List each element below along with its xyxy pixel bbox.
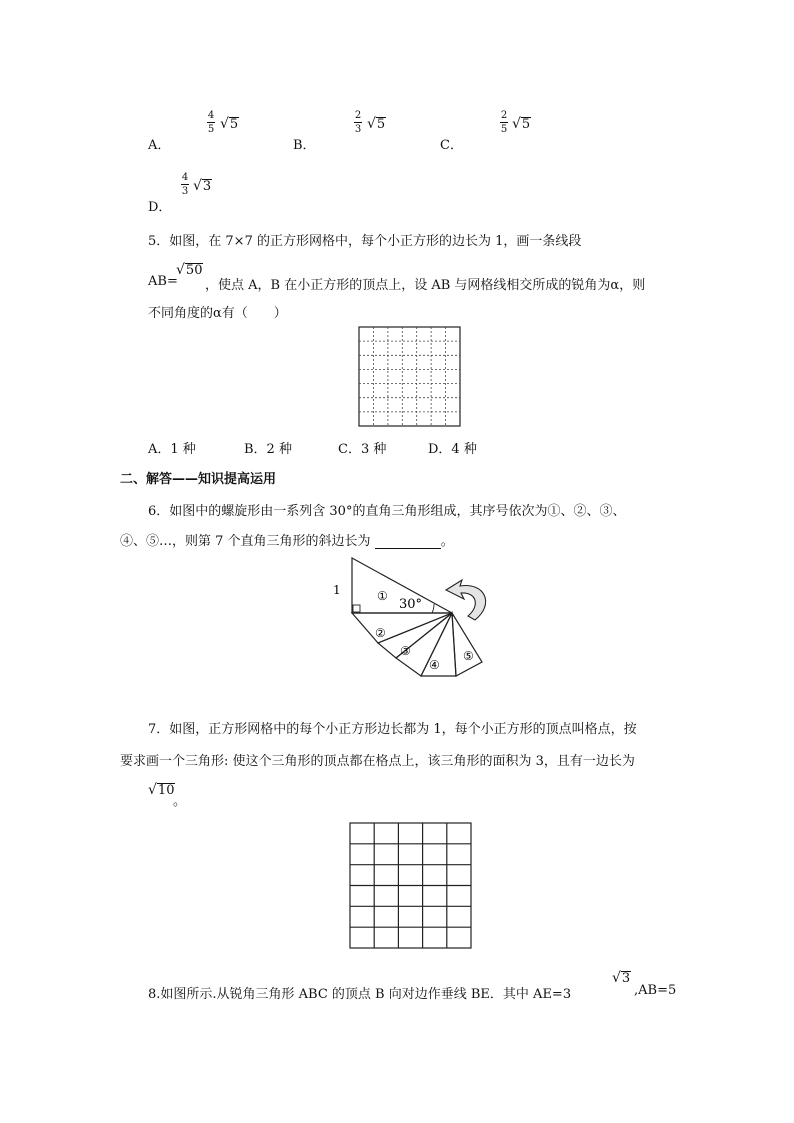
q4-option-b-label: B． — [293, 138, 316, 153]
q7-text-line1: 7．如图，正方形网格中的每个小正方形边长都为 1，每个小正方形的顶点叫格点，按 — [148, 722, 637, 737]
q6-text-line2: ④、⑤…，则第 7 个直角三角形的斜边长为 。 — [120, 534, 454, 549]
q5-dotted-grid-figure — [358, 326, 462, 428]
q6-text-line1: 6．如图中的螺旋形由一系列含 30°的直角三角形组成，其序号依次为①、②、③、 — [148, 504, 626, 519]
q4-option-c-sqrt: √5 — [512, 116, 531, 132]
q5-option-d: D．4 种 — [428, 442, 477, 457]
q5-text-line3: 不同角度的α有（ ） — [148, 306, 287, 321]
q7-text-end: 。 — [173, 794, 187, 809]
q5-ab-prefix: AB= — [148, 274, 178, 289]
q6-fig-label-2: ② — [375, 626, 386, 640]
q4-option-c-label: C． — [440, 138, 463, 153]
q4-option-d-label: D． — [148, 200, 172, 215]
section-2-title: 二、解答——知识提高运用 — [120, 472, 277, 487]
q6-fig-label-3: ③ — [400, 644, 411, 658]
q4-option-a-fraction: 4 5 — [207, 110, 215, 135]
q6-fig-label-1: ① — [377, 589, 388, 603]
q4-option-d-fraction: 4 3 — [181, 172, 189, 197]
q6-spiral-triangles-figure — [330, 556, 495, 682]
q4-option-a-sqrt: √5 — [220, 116, 239, 132]
q8-text: 8.如图所示.从锐角三角形 ABC 的顶点 B 向对边作垂线 BE．其中 AE=3 — [148, 987, 572, 1002]
q6-fig-label-4: ④ — [429, 658, 440, 672]
q5-option-c: C．3 种 — [338, 442, 387, 457]
q4-option-b-sqrt: √5 — [367, 116, 386, 132]
q7-sqrt: √10 — [148, 782, 175, 798]
q5-option-a: A．1 种 — [148, 442, 196, 457]
q4-option-c-fraction: 2 5 — [500, 110, 508, 135]
q7-solid-grid-figure — [349, 822, 473, 949]
q5-option-b: B．2 种 — [244, 442, 292, 457]
q6-fig-side-label: 1 — [333, 583, 341, 597]
q6-fig-label-5: ⑤ — [463, 649, 474, 663]
q8-tail: ,AB=5 — [634, 983, 677, 998]
q4-option-d-sqrt: √3 — [193, 178, 212, 194]
q5-text-line1: 5．如图，在 7×7 的正方形网格中，每个小正方形的边长为 1，画一条线段 — [148, 234, 582, 249]
q4-option-b-fraction: 2 3 — [354, 110, 362, 135]
q4-option-a-label: A． — [148, 138, 171, 153]
q6-answer-blank — [375, 536, 441, 549]
q5-text-line2: ，使点 A，B 在小正方形的顶点上，设 AB 与网格线相交所成的锐角为α，则 — [205, 278, 646, 293]
q7-text-line2: 要求画一个三角形: 使这个三角形的顶点都在格点上，该三角形的面积为 3，且有一边长为 — [120, 754, 635, 769]
q5-ab-sqrt: √50 — [176, 262, 203, 278]
q6-fig-angle-label: 30° — [399, 597, 423, 612]
q8-sqrt: √3 — [612, 970, 631, 986]
